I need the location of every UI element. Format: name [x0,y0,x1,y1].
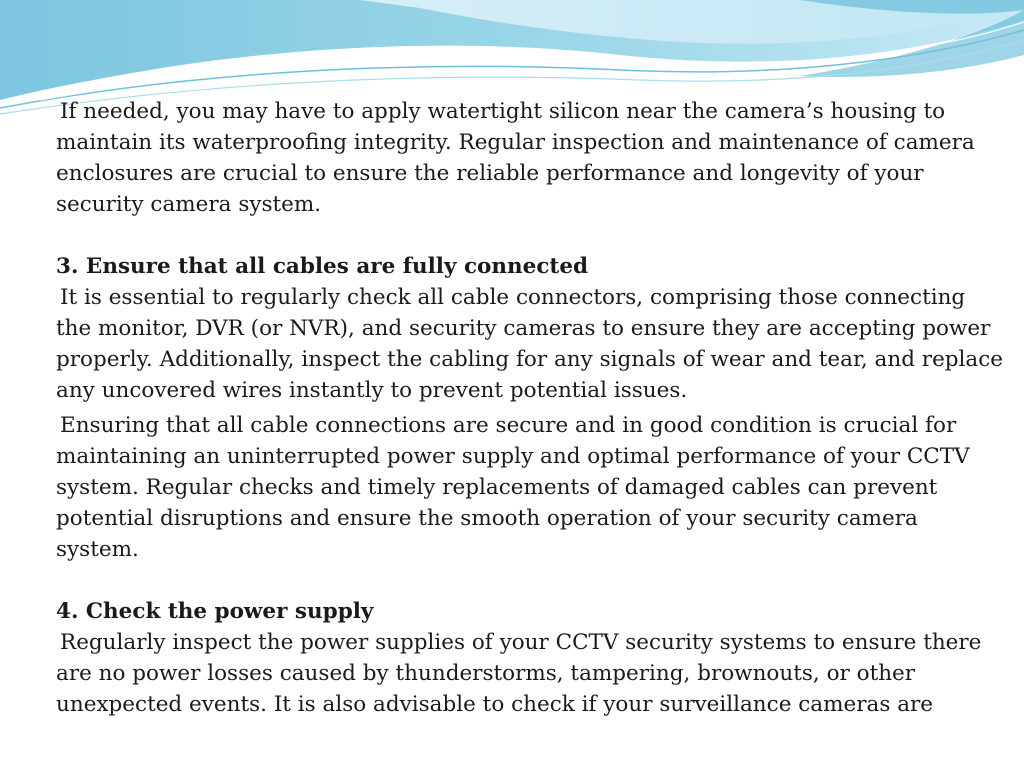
spacer [56,220,1006,251]
section-heading-3: 3. Ensure that all cables are fully connected [56,254,589,279]
section-heading-4: 4. Check the power supply [56,599,374,624]
paragraph-1: If needed, you may have to apply watertight silicon near the camera’s housing to maintain its waterproofing integrity. Regular inspection and maintenance of camera enclosures are crucial to ensure the reliable performance and longevity of your security camera system. [56,99,975,217]
text-content [56,96,1006,720]
spacer [56,565,1006,596]
paragraph-4: Regularly inspect the power supplies of your CCTV security systems to ensure there are no power losses caused by thunderstorms, tampering, brownouts, or other unexpected events. It is also advisable to check if your surveillance cameras are [56,630,982,717]
paragraph-2: It is essential to regularly check all cable connectors, comprising those connecting the monitor, DVR (or NVR), and security cameras to ensure they are accepting power properly. Additionally, inspect the cabling for any signals of wear and tear, and replace any uncovered wires instantly to prevent potential issues. [56,285,1004,403]
paragraph-3: Ensuring that all cable connections are secure and in good condition is crucial for maintaining an uninterrupted power supply and optimal performance of your CCTV system. Regular checks and timely replacements of damaged cables can prevent potential disruptions and ensure the smooth operation of your security camera system. [56,413,970,562]
